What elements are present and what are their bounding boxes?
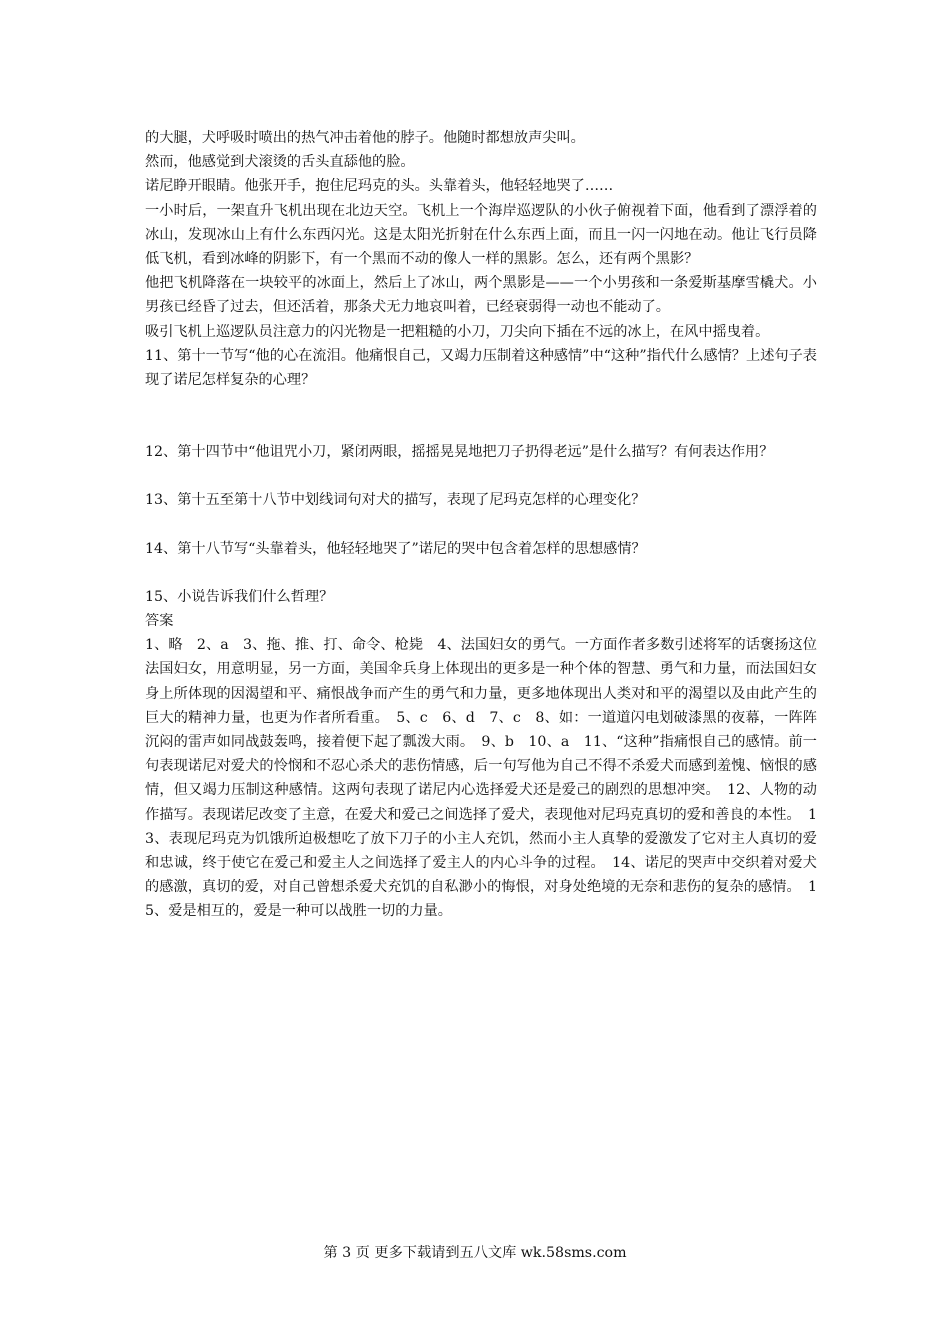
- story-paragraph: 一小时后，一架直升飞机出现在北边天空。飞机上一个海岸巡逻队的小伙子俯视着下面，他看到了漂浮着的冰山，发现冰山上有什么东西闪光。这是太阳光折射在什么东西上面，而且一闪一闪地在动。他让飞行员降低飞机，看到冰峰的阴影下，有一个黑而不动的像人一样的黑影。怎么，还有两个黑影？: [145, 202, 817, 268]
- document-body: [145, 126, 817, 924]
- question-11: 11、第十一节写“他的心在流泪。他痛恨自己，又竭力压制着这种感情”中“这种”指代什么感情？上述句子表现了诺尼怎样复杂的心理？: [145, 347, 817, 389]
- story-paragraph: 然而，他感觉到犬滚烫的舌头直舔他的脸。: [145, 154, 415, 171]
- question-13: 13、第十五至第十八节中划线词句对犬的描写，表现了尼玛克怎样的心理变化？: [145, 492, 646, 509]
- answer-space: [145, 464, 817, 488]
- story-paragraph: 他把飞机降落在一块较平的冰面上，然后上了冰山，两个黑影是——一个小男孩和一条爱斯基摩雪橇犬。小男孩已经昏了过去，但还活着，那条犬无力地哀叫着，已经衰弱得一动也不能动了。: [145, 275, 817, 316]
- question-12: 12、第十四节中“他诅咒小刀，紧闭两眼，摇摇晃晃地把刀子扔得老远”是什么描写？有何表达作用？: [145, 444, 774, 461]
- answer-space: [145, 392, 817, 440]
- answers-heading: 答案: [145, 613, 174, 630]
- answer-space: [145, 513, 817, 537]
- story-paragraph: 诺尼睁开眼睛。他张开手，抱住尼玛克的头。头靠着头，他轻轻地哭了……: [145, 178, 614, 195]
- question-15: 15、小说告诉我们什么哲理？: [145, 588, 334, 605]
- question-14: 14、第十八节写“头靠着头，他轻轻地哭了”诺尼的哭中包含着怎样的思想感情？: [145, 540, 646, 557]
- story-paragraph: 的大腿，犬呼吸时喷出的热气冲击着他的脖子。他随时都想放声尖叫。: [145, 130, 585, 146]
- answers-text: 1、略 2、a 3、拖、推、打、命令、枪毙 4、法国妇女的勇气。一方面作者多数引述将军的话褒扬这位法国妇女，用意明显，另一方面，美国伞兵身上体现出的更多是一种个体的智慧、勇气和力量，而法国妇女身上所体现的因渴望和平、痛恨战争而产生的勇气和力量，更多地体现出人类对和平的渴望以及由此产生的巨大的精神力量，也更为作者所看重。 5、c 6、d 7、c 8、如：一道道闪电划破漆黑的夜幕，一阵阵沉闷的雷声如同战鼓轰鸣，接着便下起了瓢泼大雨。 9、b 10、a 11、“这种”指痛恨自己的感情。前一句表现诺尼对爱犬的怜悯和不忍心杀犬的悲伤情感，后一句写他为自己不得不杀爱犬而感到羞愧、恼恨的感情，但又竭力压制这种感情。这两句表现了诺尼内心选择爱犬还是爱己的剧烈的思想冲突。 12、人物的动作描写。表现诺尼改变了主意，在爱犬和爱己之间选择了爱犬，表现他对尼玛克真切的爱和善良的本性。 13、表现尼玛克为饥饿所迫极想吃了放下刀子的小主人充饥，然而小主人真挚的爱激发了它对主人真切的爱和忠诚，终于使它在爱己和爱主人之间选择了爱主人的内心斗争的过程。 14、诺尼的哭声中交织着对爱犬的感激，真切的爱，对自己曾想杀爱犬充饥的自私渺小的悔恨，对身处绝境的无奈和悲伤的复杂的感情。 15、爱是相互的，爱是一种可以战胜一切的力量。: [145, 637, 817, 920]
- page-footer: 第 3 页 更多下载请到五八文库 wk.58sms.com: [323, 1245, 627, 1261]
- answer-space: [145, 561, 817, 585]
- story-paragraph: 吸引飞机上巡逻队员注意力的闪光物是一把粗糙的小刀，刀尖向下插在不远的冰上，在风中摇曳着。: [145, 323, 770, 340]
